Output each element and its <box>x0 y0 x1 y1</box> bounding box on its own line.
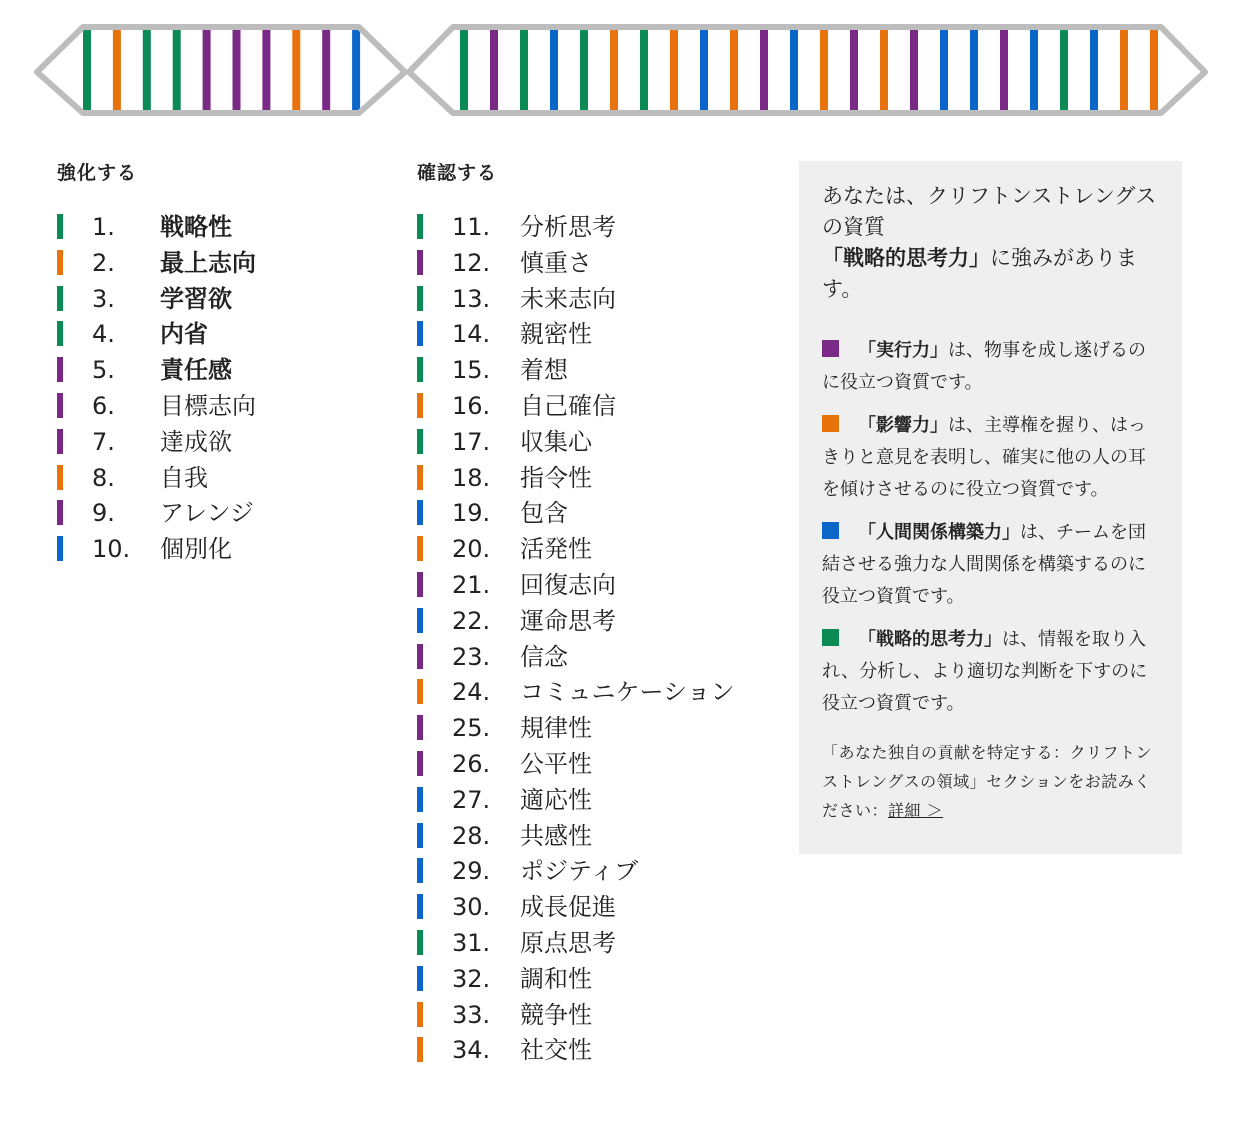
domain-color-bar <box>417 858 423 883</box>
dna-right-stripe-15 <box>880 30 888 110</box>
theme-name: 分析思考 <box>520 213 616 241</box>
domain-color-bar <box>417 500 423 525</box>
domain-text: は、情報を取り入れ、分析し、より適切な判断を下すのに役立つ資質です。 <box>822 629 1148 714</box>
dna-left-stripe-10 <box>352 30 360 110</box>
summary-prefix: あなたは、クリフトンストレングスの資質 <box>822 184 1157 239</box>
theme-rank: 1. <box>92 213 115 241</box>
theme-item <box>417 604 616 640</box>
dna-right-stripe-11 <box>760 30 768 110</box>
summary-strong-domain: 「戦略的思考力」 <box>822 246 990 270</box>
theme-name: 着想 <box>520 356 568 385</box>
theme-item <box>417 640 568 676</box>
theme-rank: 16. <box>452 391 491 420</box>
theme-rank: 3. <box>92 284 115 313</box>
theme-rank: 14. <box>452 320 491 349</box>
theme-name: 目標志向 <box>160 391 256 420</box>
strengthen-list <box>57 210 256 568</box>
theme-item <box>417 998 592 1034</box>
dna-right-stripe-19 <box>1000 30 1008 110</box>
dna-right-stripe-16 <box>910 30 918 110</box>
dna-right-stripe-8 <box>670 30 678 110</box>
dna-right-outline <box>409 27 1205 113</box>
theme-name: 規律性 <box>520 714 592 743</box>
domain-color-bar <box>417 286 423 311</box>
domain-color-bar <box>417 644 423 669</box>
domain-color-bar <box>417 608 423 633</box>
dna-left-stripe-6 <box>233 30 241 110</box>
theme-rank: 6. <box>92 391 115 420</box>
theme-item <box>57 425 232 461</box>
theme-name: 活発性 <box>520 535 592 564</box>
domain-description-strategic <box>822 624 1160 720</box>
domain-color-bar <box>57 536 63 561</box>
theme-rank: 22. <box>452 606 491 635</box>
theme-rank: 18. <box>452 463 491 492</box>
dna-right-stripe-24 <box>1150 30 1158 110</box>
theme-rank: 15. <box>452 356 491 385</box>
domain-color-bar <box>417 572 423 597</box>
theme-item <box>417 711 592 747</box>
theme-item <box>417 389 616 425</box>
dna-right-stripe-18 <box>970 30 978 110</box>
theme-rank: 25. <box>452 714 491 743</box>
domain-color-bar <box>57 321 63 346</box>
theme-name: 競争性 <box>520 1000 592 1029</box>
strengthen-heading: 強化する <box>57 162 138 184</box>
theme-item <box>57 532 232 568</box>
dna-right-stripe-6 <box>610 30 618 110</box>
theme-rank: 12. <box>452 248 491 277</box>
domain-term: 「影響力」 <box>858 415 948 436</box>
dna-left-outline <box>37 27 405 113</box>
theme-item <box>417 1033 592 1069</box>
dna-right-stripe-7 <box>640 30 648 110</box>
theme-item <box>57 282 232 318</box>
theme-rank: 11. <box>452 213 491 241</box>
theme-rank: 10. <box>92 535 131 564</box>
domain-text: は、主導権を握り、はっきりと意見を表明し、確実に他の人の耳を傾けさせるのに役立つ資質です。 <box>822 415 1146 500</box>
domain-color-bar <box>417 787 423 812</box>
dna-right-stripe-5 <box>580 30 588 110</box>
domain-color-bar <box>57 214 63 239</box>
theme-name: 信念 <box>520 642 568 671</box>
summary-suffix: に強みがあります。 <box>822 246 1137 301</box>
domain-color-square <box>822 415 839 432</box>
dna-left-stripes <box>83 30 360 110</box>
theme-rank: 21. <box>452 570 491 599</box>
dna-right-stripe-3 <box>520 30 528 110</box>
domain-color-square <box>822 522 839 539</box>
theme-name: 収集心 <box>520 427 592 456</box>
domain-color-square <box>822 340 839 357</box>
theme-item <box>417 747 592 783</box>
details-link[interactable]: 詳細 ＞ <box>888 801 944 820</box>
domain-color-bar <box>57 357 63 382</box>
theme-item <box>417 854 639 890</box>
domain-text: は、物事を成し遂げるのに役立つ資質です。 <box>822 340 1146 393</box>
theme-name: 達成欲 <box>160 427 232 456</box>
theme-name: 自我 <box>160 463 208 492</box>
theme-item <box>417 246 592 282</box>
theme-name: ポジティブ <box>520 857 639 886</box>
theme-name: 個別化 <box>160 535 232 564</box>
dna-left-stripe-8 <box>292 30 300 110</box>
dna-right-stripe-22 <box>1090 30 1098 110</box>
theme-name: アレンジ <box>160 499 254 528</box>
theme-item <box>417 568 616 604</box>
dna-left-stripe-3 <box>143 30 151 110</box>
theme-item <box>417 532 592 568</box>
dna-left-stripe-4 <box>173 30 181 110</box>
domain-color-bar <box>417 536 423 561</box>
domain-color-bar <box>417 679 423 704</box>
theme-item <box>417 675 735 711</box>
theme-item <box>417 317 592 353</box>
theme-name: 共感性 <box>520 821 592 850</box>
theme-item <box>417 282 616 318</box>
theme-item <box>417 353 568 389</box>
theme-name: 最上志向 <box>160 248 256 277</box>
dna-right-stripe-9 <box>700 30 708 110</box>
theme-name: コミュニケーション <box>520 678 735 707</box>
theme-item <box>417 210 616 246</box>
domain-term: 「人間関係構築力」 <box>858 522 1020 543</box>
theme-rank: 13. <box>452 284 491 313</box>
theme-name: 責任感 <box>160 356 232 385</box>
theme-rank: 19. <box>452 499 491 528</box>
dna-right-stripe-23 <box>1120 30 1128 110</box>
theme-rank: 29. <box>452 857 491 886</box>
theme-rank: 9. <box>92 499 115 528</box>
theme-item <box>57 246 256 282</box>
domain-color-bar <box>417 823 423 848</box>
domain-color-bar <box>57 393 63 418</box>
theme-item <box>417 783 592 819</box>
domain-term: 「実行力」 <box>858 340 948 361</box>
theme-rank: 34. <box>452 1036 491 1065</box>
theme-name: 包含 <box>520 499 568 528</box>
domain-descriptions <box>822 335 1160 720</box>
dna-right-stripe-1 <box>460 30 468 110</box>
dna-right-stripe-17 <box>940 30 948 110</box>
theme-rank: 32. <box>452 964 491 993</box>
domain-color-bar <box>417 429 423 454</box>
theme-name: 運命思考 <box>520 606 616 635</box>
theme-rank: 31. <box>452 928 491 957</box>
domain-text: は、チームを団結させる強力な人間関係を構築するのに役立つ資質です。 <box>822 522 1146 607</box>
dna-left-stripe-7 <box>262 30 270 110</box>
domain-color-bar <box>57 286 63 311</box>
domain-color-bar <box>57 465 63 490</box>
confirm-column <box>417 158 735 1069</box>
summary-text <box>822 181 1160 305</box>
confirm-list <box>417 210 735 1069</box>
theme-name: 自己確信 <box>520 391 616 420</box>
domain-description-influencing <box>822 410 1160 506</box>
theme-rank: 20. <box>452 535 491 564</box>
theme-name: 成長促進 <box>520 893 616 922</box>
note-text: 「あなた独自の貢献を特定する：クリフトンストレングスの領域」セクションをお読みください： <box>822 743 1153 820</box>
theme-name: 内省 <box>160 320 208 349</box>
theme-name: 戦略性 <box>160 213 232 241</box>
theme-item <box>57 353 232 389</box>
dna-left-stripe-1 <box>83 30 91 110</box>
theme-item <box>57 317 208 353</box>
theme-rank: 8. <box>92 463 115 492</box>
dna-left-stripe-2 <box>113 30 121 110</box>
domain-color-bar <box>57 429 63 454</box>
domain-color-bar <box>417 1002 423 1027</box>
dna-right-stripe-13 <box>820 30 828 110</box>
confirm-heading: 確認する <box>417 162 498 184</box>
theme-rank: 28. <box>452 821 491 850</box>
theme-name: 学習欲 <box>160 284 232 313</box>
domain-color-bar <box>57 500 63 525</box>
domain-color-bar <box>417 250 423 275</box>
domain-color-bar <box>417 930 423 955</box>
domain-color-bar <box>417 1037 423 1062</box>
dna-right-stripe-12 <box>790 30 798 110</box>
dna-right-stripes <box>460 30 1158 110</box>
dna-left-stripe-5 <box>203 30 211 110</box>
dna-right-stripe-2 <box>490 30 498 110</box>
theme-item <box>417 962 592 998</box>
theme-item <box>57 389 256 425</box>
domain-color-bar <box>417 214 423 239</box>
domain-color-bar <box>57 250 63 275</box>
theme-item <box>57 210 232 246</box>
theme-rank: 27. <box>452 785 491 814</box>
theme-item <box>57 461 208 497</box>
theme-name: 慎重さ <box>520 248 592 277</box>
theme-name: 原点思考 <box>520 928 616 957</box>
theme-item <box>417 890 616 926</box>
theme-name: 公平性 <box>520 749 592 778</box>
theme-item <box>417 461 592 497</box>
theme-rank: 5. <box>92 356 115 385</box>
domain-color-bar <box>417 393 423 418</box>
theme-rank: 30. <box>452 893 491 922</box>
strengthen-column <box>57 158 256 568</box>
theme-item <box>417 926 616 962</box>
dna-right-stripe-14 <box>850 30 858 110</box>
theme-rank: 26. <box>452 749 491 778</box>
dna-left-stripe-9 <box>322 30 330 110</box>
domain-color-bar <box>417 357 423 382</box>
domain-description-executing <box>822 335 1160 399</box>
theme-name: 指令性 <box>520 463 592 492</box>
domain-description-relationship <box>822 517 1160 613</box>
theme-rank: 4. <box>92 320 115 349</box>
theme-rank: 2. <box>92 248 115 277</box>
theme-name: 親密性 <box>520 320 592 349</box>
dna-right-stripe-10 <box>730 30 738 110</box>
domain-color-square <box>822 629 839 646</box>
theme-item <box>417 425 592 461</box>
theme-rank: 17. <box>452 427 491 456</box>
domain-color-bar <box>417 321 423 346</box>
domain-color-bar <box>417 751 423 776</box>
theme-name: 回復志向 <box>520 570 616 599</box>
theme-item <box>417 819 592 855</box>
theme-rank: 33. <box>452 1000 491 1029</box>
dna-right-stripe-21 <box>1060 30 1068 110</box>
dna-right-stripe-20 <box>1030 30 1038 110</box>
strengths-dna-graphic <box>0 0 1234 140</box>
domain-color-bar <box>417 894 423 919</box>
theme-item <box>417 496 568 532</box>
theme-rank: 23. <box>452 642 491 671</box>
domain-summary-panel <box>799 161 1182 854</box>
theme-rank: 24. <box>452 678 491 707</box>
domain-color-bar <box>417 715 423 740</box>
dna-right-stripe-4 <box>550 30 558 110</box>
theme-name: 社交性 <box>520 1036 592 1065</box>
theme-name: 未来志向 <box>520 284 616 313</box>
domain-color-bar <box>417 465 423 490</box>
domain-color-bar <box>417 966 423 991</box>
theme-rank: 7. <box>92 427 115 456</box>
domains-note <box>822 738 1160 825</box>
theme-name: 調和性 <box>520 964 592 993</box>
domain-term: 「戦略的思考力」 <box>858 629 1002 650</box>
theme-item <box>57 496 254 532</box>
theme-name: 適応性 <box>520 785 592 814</box>
